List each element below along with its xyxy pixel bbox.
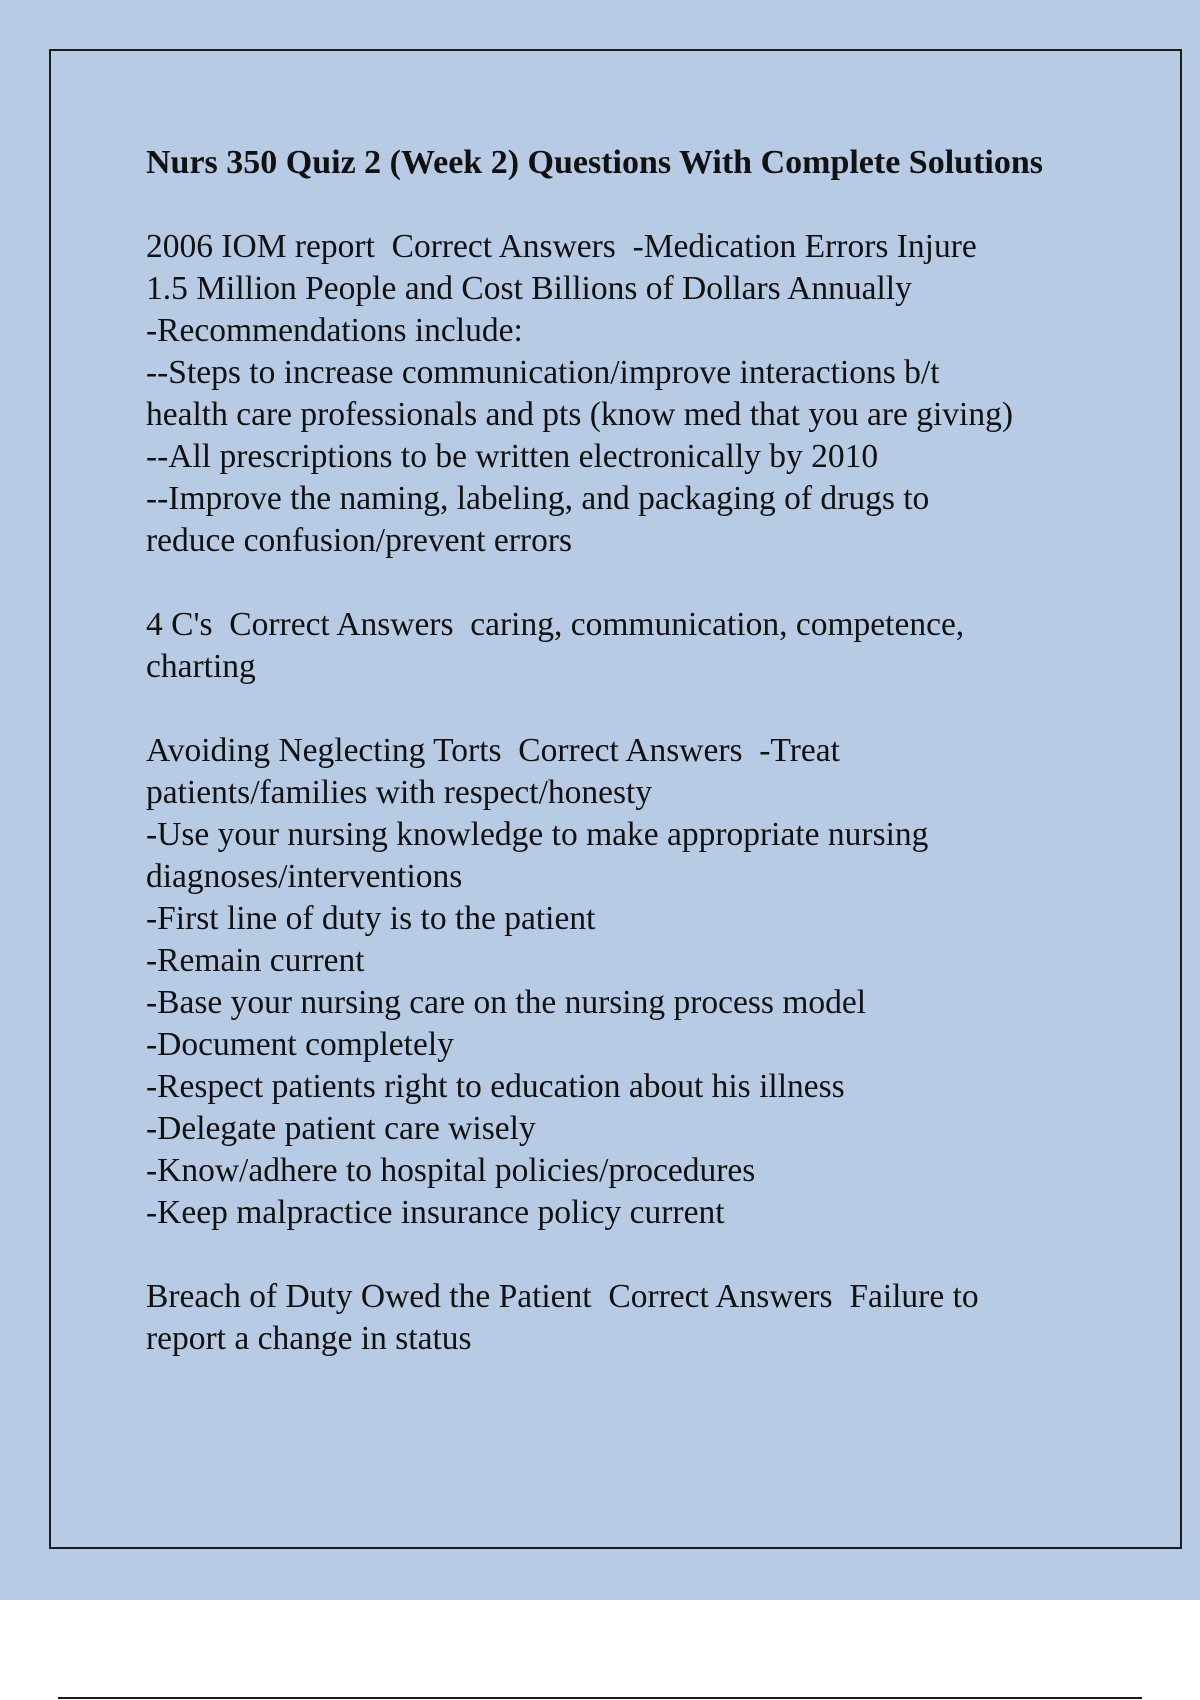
- text-line: 4 C's Correct Answers caring, communication, competence,: [146, 606, 965, 643]
- text-line: -Know/adhere to hospital policies/procedures: [146, 1152, 756, 1189]
- qa-entry-4cs: [146, 604, 1106, 688]
- text-line: -Document completely: [146, 1026, 454, 1063]
- text-line: health care professionals and pts (know med that you are giving): [146, 396, 1014, 433]
- qa-entry-avoiding-torts: [146, 730, 1106, 1234]
- text-line: -Delegate patient care wisely: [146, 1110, 536, 1147]
- text-line: charting: [146, 648, 256, 685]
- text-line: Breach of Duty Owed the Patient Correct Answers Failure to: [146, 1278, 979, 1315]
- text-line: --Steps to increase communication/improve interactions b/t: [146, 354, 940, 391]
- footer-divider: [58, 1697, 1142, 1699]
- text-line: -Base your nursing care on the nursing process model: [146, 984, 867, 1021]
- text-line: 2006 IOM report Correct Answers -Medication Errors Injure: [146, 228, 977, 265]
- text-line: -Remain current: [146, 942, 365, 979]
- text-line: -Use your nursing knowledge to make appropriate nursing: [146, 816, 929, 853]
- qa-entry-breach-of-duty: [146, 1276, 1106, 1360]
- text-line: --All prescriptions to be written electronically by 2010: [146, 438, 879, 475]
- text-line: -Recommendations include:: [146, 312, 523, 349]
- text-line: -First line of duty is to the patient: [146, 900, 596, 937]
- document-body: [146, 142, 1106, 1402]
- text-line: patients/families with respect/honesty: [146, 774, 653, 811]
- text-line: diagnoses/interventions: [146, 858, 463, 895]
- text-line: --Improve the naming, labeling, and packaging of drugs to: [146, 480, 930, 517]
- text-line: Avoiding Neglecting Torts Correct Answers -Treat: [146, 732, 840, 769]
- text-line: -Keep malpractice insurance policy current: [146, 1194, 725, 1231]
- text-line: 1.5 Million People and Cost Billions of Dollars Annually: [146, 270, 912, 307]
- text-line: report a change in status: [146, 1320, 472, 1357]
- document-title: Nurs 350 Quiz 2 (Week 2) Questions With Complete Solutions: [146, 144, 1043, 181]
- qa-entry-iom-report: [146, 226, 1106, 562]
- text-line: reduce confusion/prevent errors: [146, 522, 573, 559]
- text-line: -Respect patients right to education about his illness: [146, 1068, 845, 1105]
